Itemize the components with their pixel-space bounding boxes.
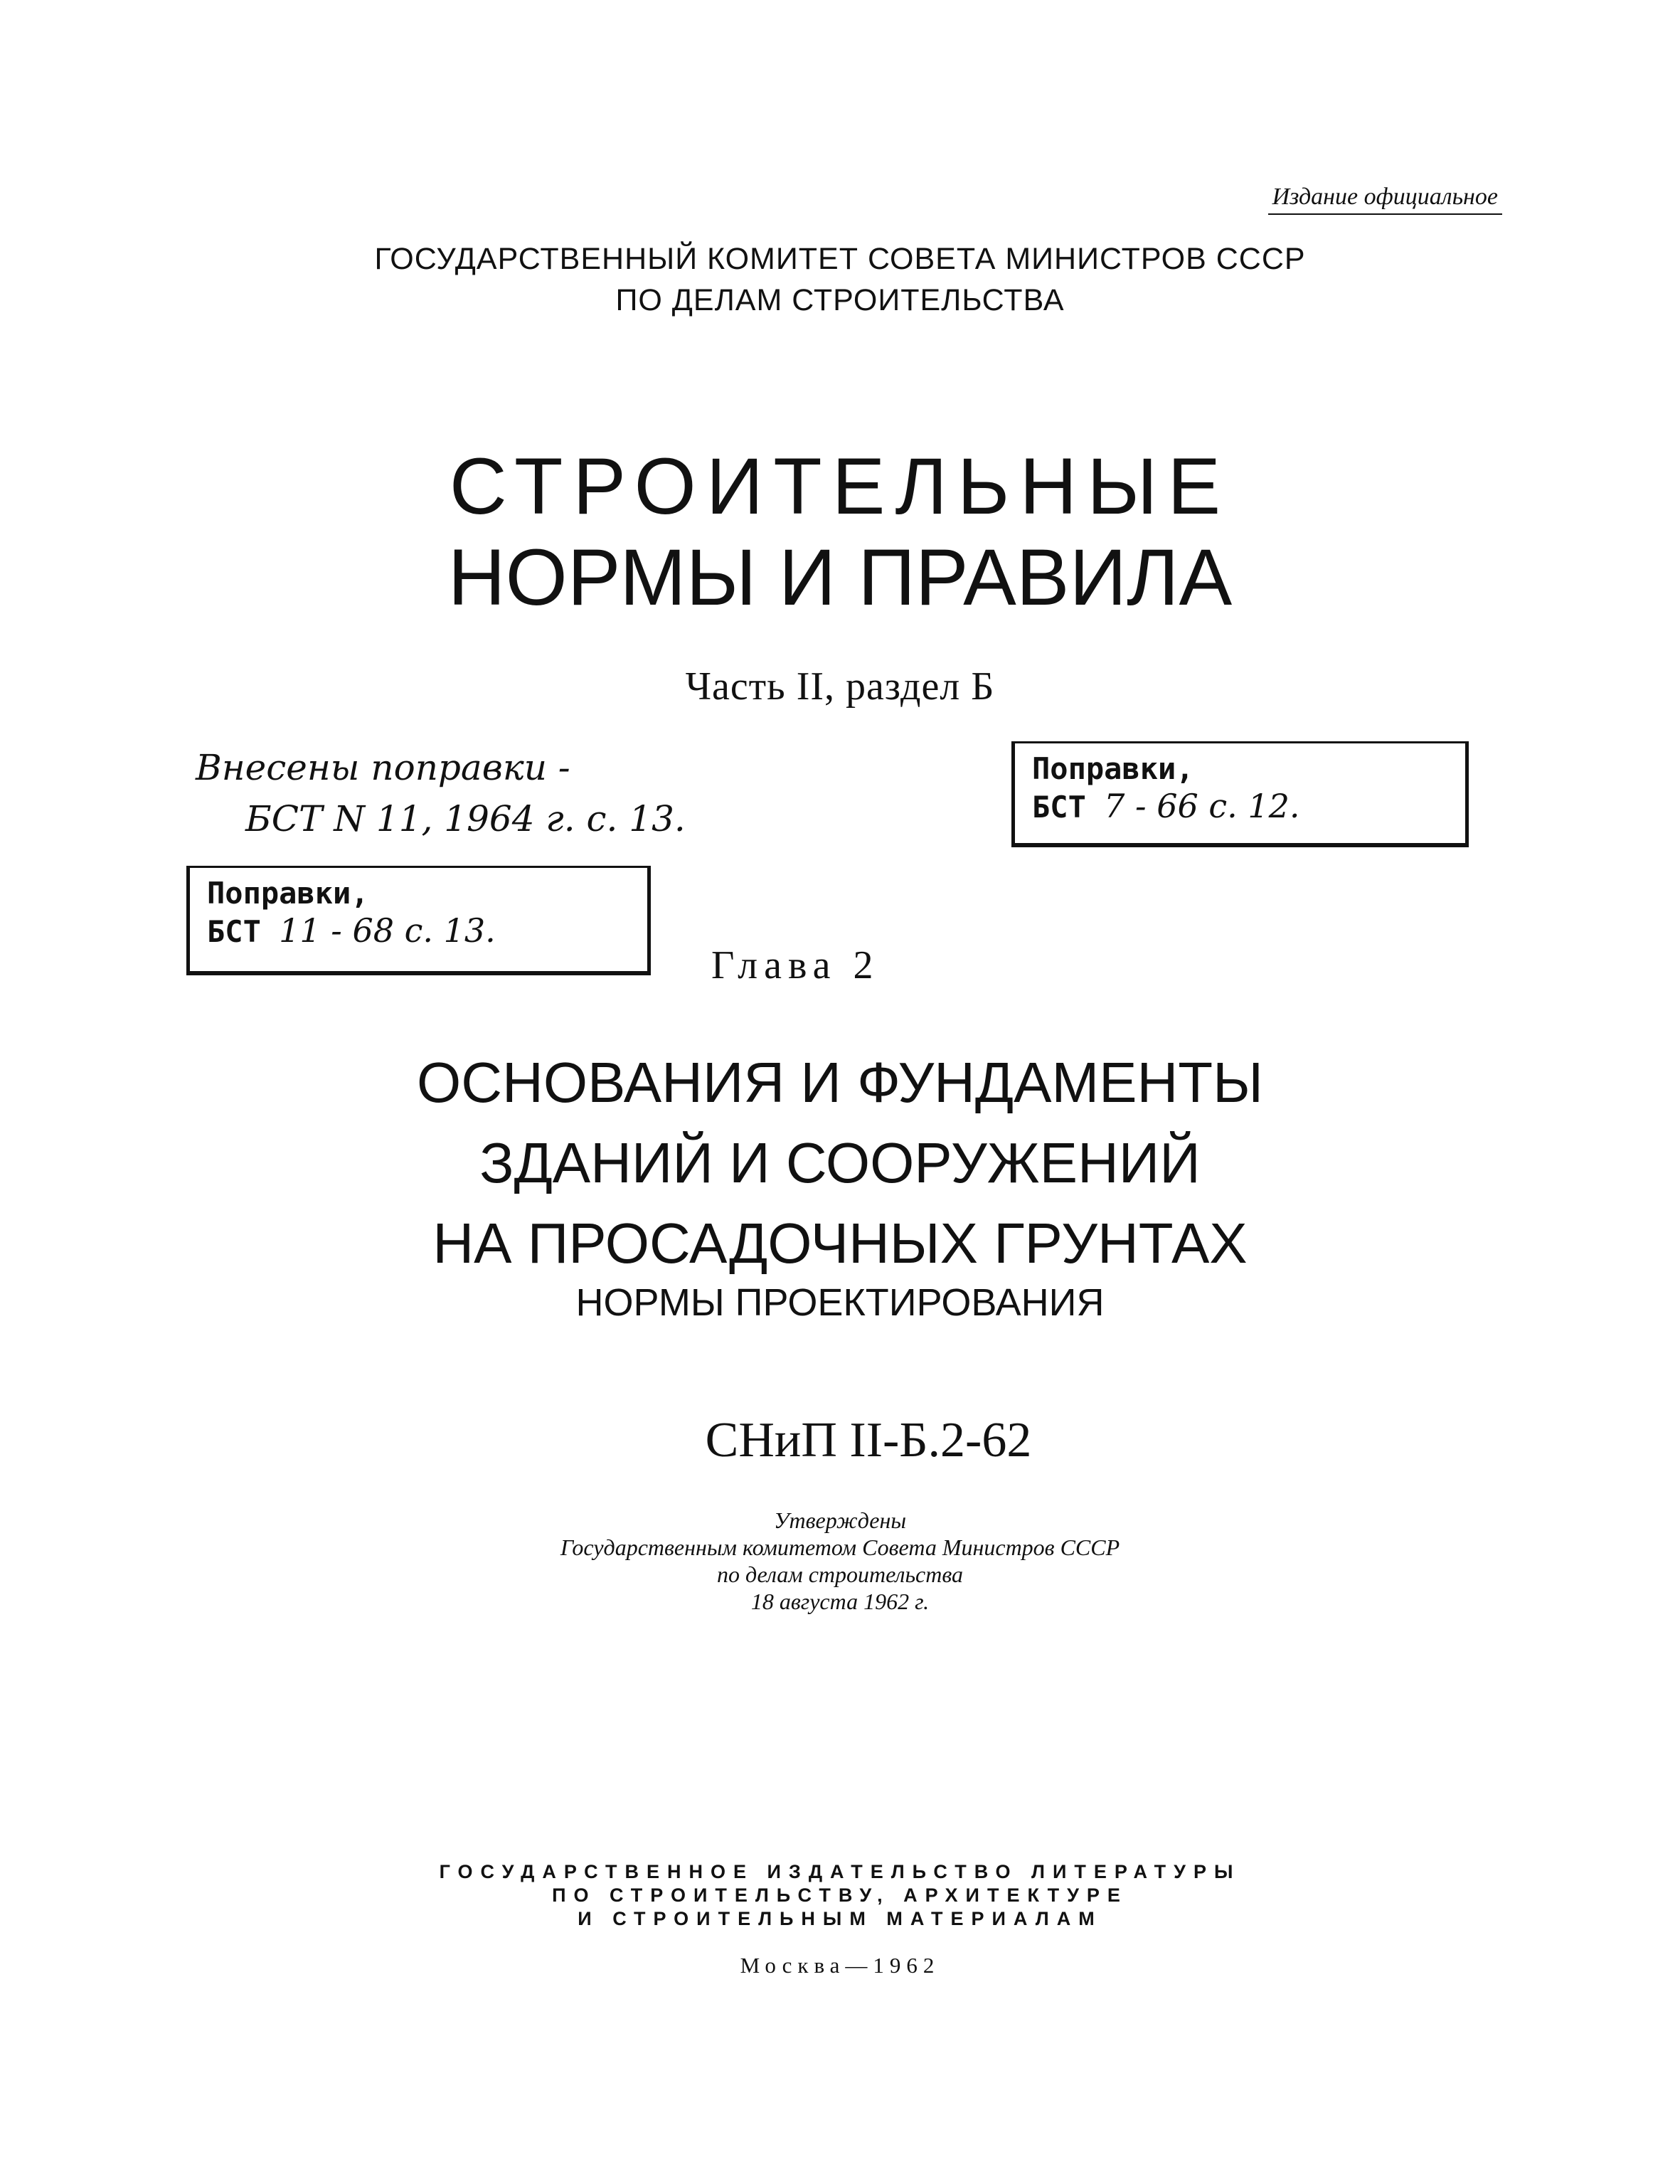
- stamp-label: Поправки,: [207, 876, 369, 911]
- stamp-line: [1032, 788, 1448, 826]
- stamp-prefix: БСТ: [207, 914, 261, 949]
- document-title: [0, 441, 1680, 623]
- publisher-block: [0, 1860, 1680, 1931]
- edition-label: Издание официальное: [1268, 184, 1502, 215]
- committee-line-1: ГОСУДАРСТВЕННЫЙ КОМИТЕТ СОВЕТА МИНИСТРОВ СССР: [374, 242, 1306, 276]
- committee-header: [0, 238, 1680, 321]
- approval-line-3: по делам строительства: [716, 1562, 964, 1587]
- stamp-line: [207, 912, 630, 950]
- title-line-2: НОРМЫ И ПРАВИЛА: [447, 533, 1233, 622]
- subject-line-2: ЗДАНИЙ И СООРУЖЕНИЙ: [479, 1131, 1201, 1194]
- subject-line-1: ОСНОВАНИЯ И ФУНДАМЕНТЫ: [417, 1051, 1263, 1114]
- subject-line-3: НА ПРОСАДОЧНЫХ ГРУНТАХ: [432, 1212, 1248, 1275]
- publisher-line-1: ГОСУДАРСТВЕННОЕ ИЗДАТЕЛЬСТВО ЛИТЕРАТУРЫ: [439, 1861, 1241, 1882]
- part-section: Часть II, раздел Б: [685, 664, 995, 709]
- city-year: Москва—1962: [740, 1953, 940, 1978]
- correction-stamp-left: [186, 866, 651, 975]
- correction-stamp-right: [1011, 741, 1469, 847]
- chapter-subject: [0, 1042, 1680, 1283]
- handwritten-note-line-1: Внесены поправки -: [196, 747, 570, 788]
- chapter-number: Глава 2: [711, 943, 880, 987]
- publisher-line-2: ПО СТРОИТЕЛЬСТВУ, АРХИТЕКТУРЕ: [552, 1885, 1128, 1906]
- approval-line-2: Государственным комитетом Совета Министров СССР: [560, 1534, 1120, 1560]
- stamp-handwritten-ref: 11 - 68 с. 13.: [279, 911, 496, 950]
- stamp-label: Поправки,: [1032, 751, 1194, 786]
- publisher-line-3: И СТРОИТЕЛЬНЫМ МАТЕРИАЛАМ: [578, 1908, 1102, 1929]
- stamp-prefix: БСТ: [1032, 790, 1086, 825]
- approval-line-1: Утверждены: [773, 1507, 907, 1533]
- handwritten-note-line-2: БСТ N 11, 1964 г. с. 13.: [245, 798, 686, 839]
- title-line-1: СТРОИТЕЛЬНЫЕ: [449, 442, 1231, 531]
- committee-line-2: ПО ДЕЛАМ СТРОИТЕЛЬСТВА: [615, 283, 1065, 317]
- approval-line-4: 18 августа 1962 г.: [750, 1589, 930, 1614]
- stamp-handwritten-ref: 7 - 66 с. 12.: [1104, 787, 1300, 825]
- norms-subtitle: НОРМЫ ПРОЕКТИРОВАНИЯ: [575, 1281, 1105, 1324]
- document-code: СНиП II-Б.2-62: [705, 1413, 1032, 1468]
- approval-note: [0, 1507, 1680, 1615]
